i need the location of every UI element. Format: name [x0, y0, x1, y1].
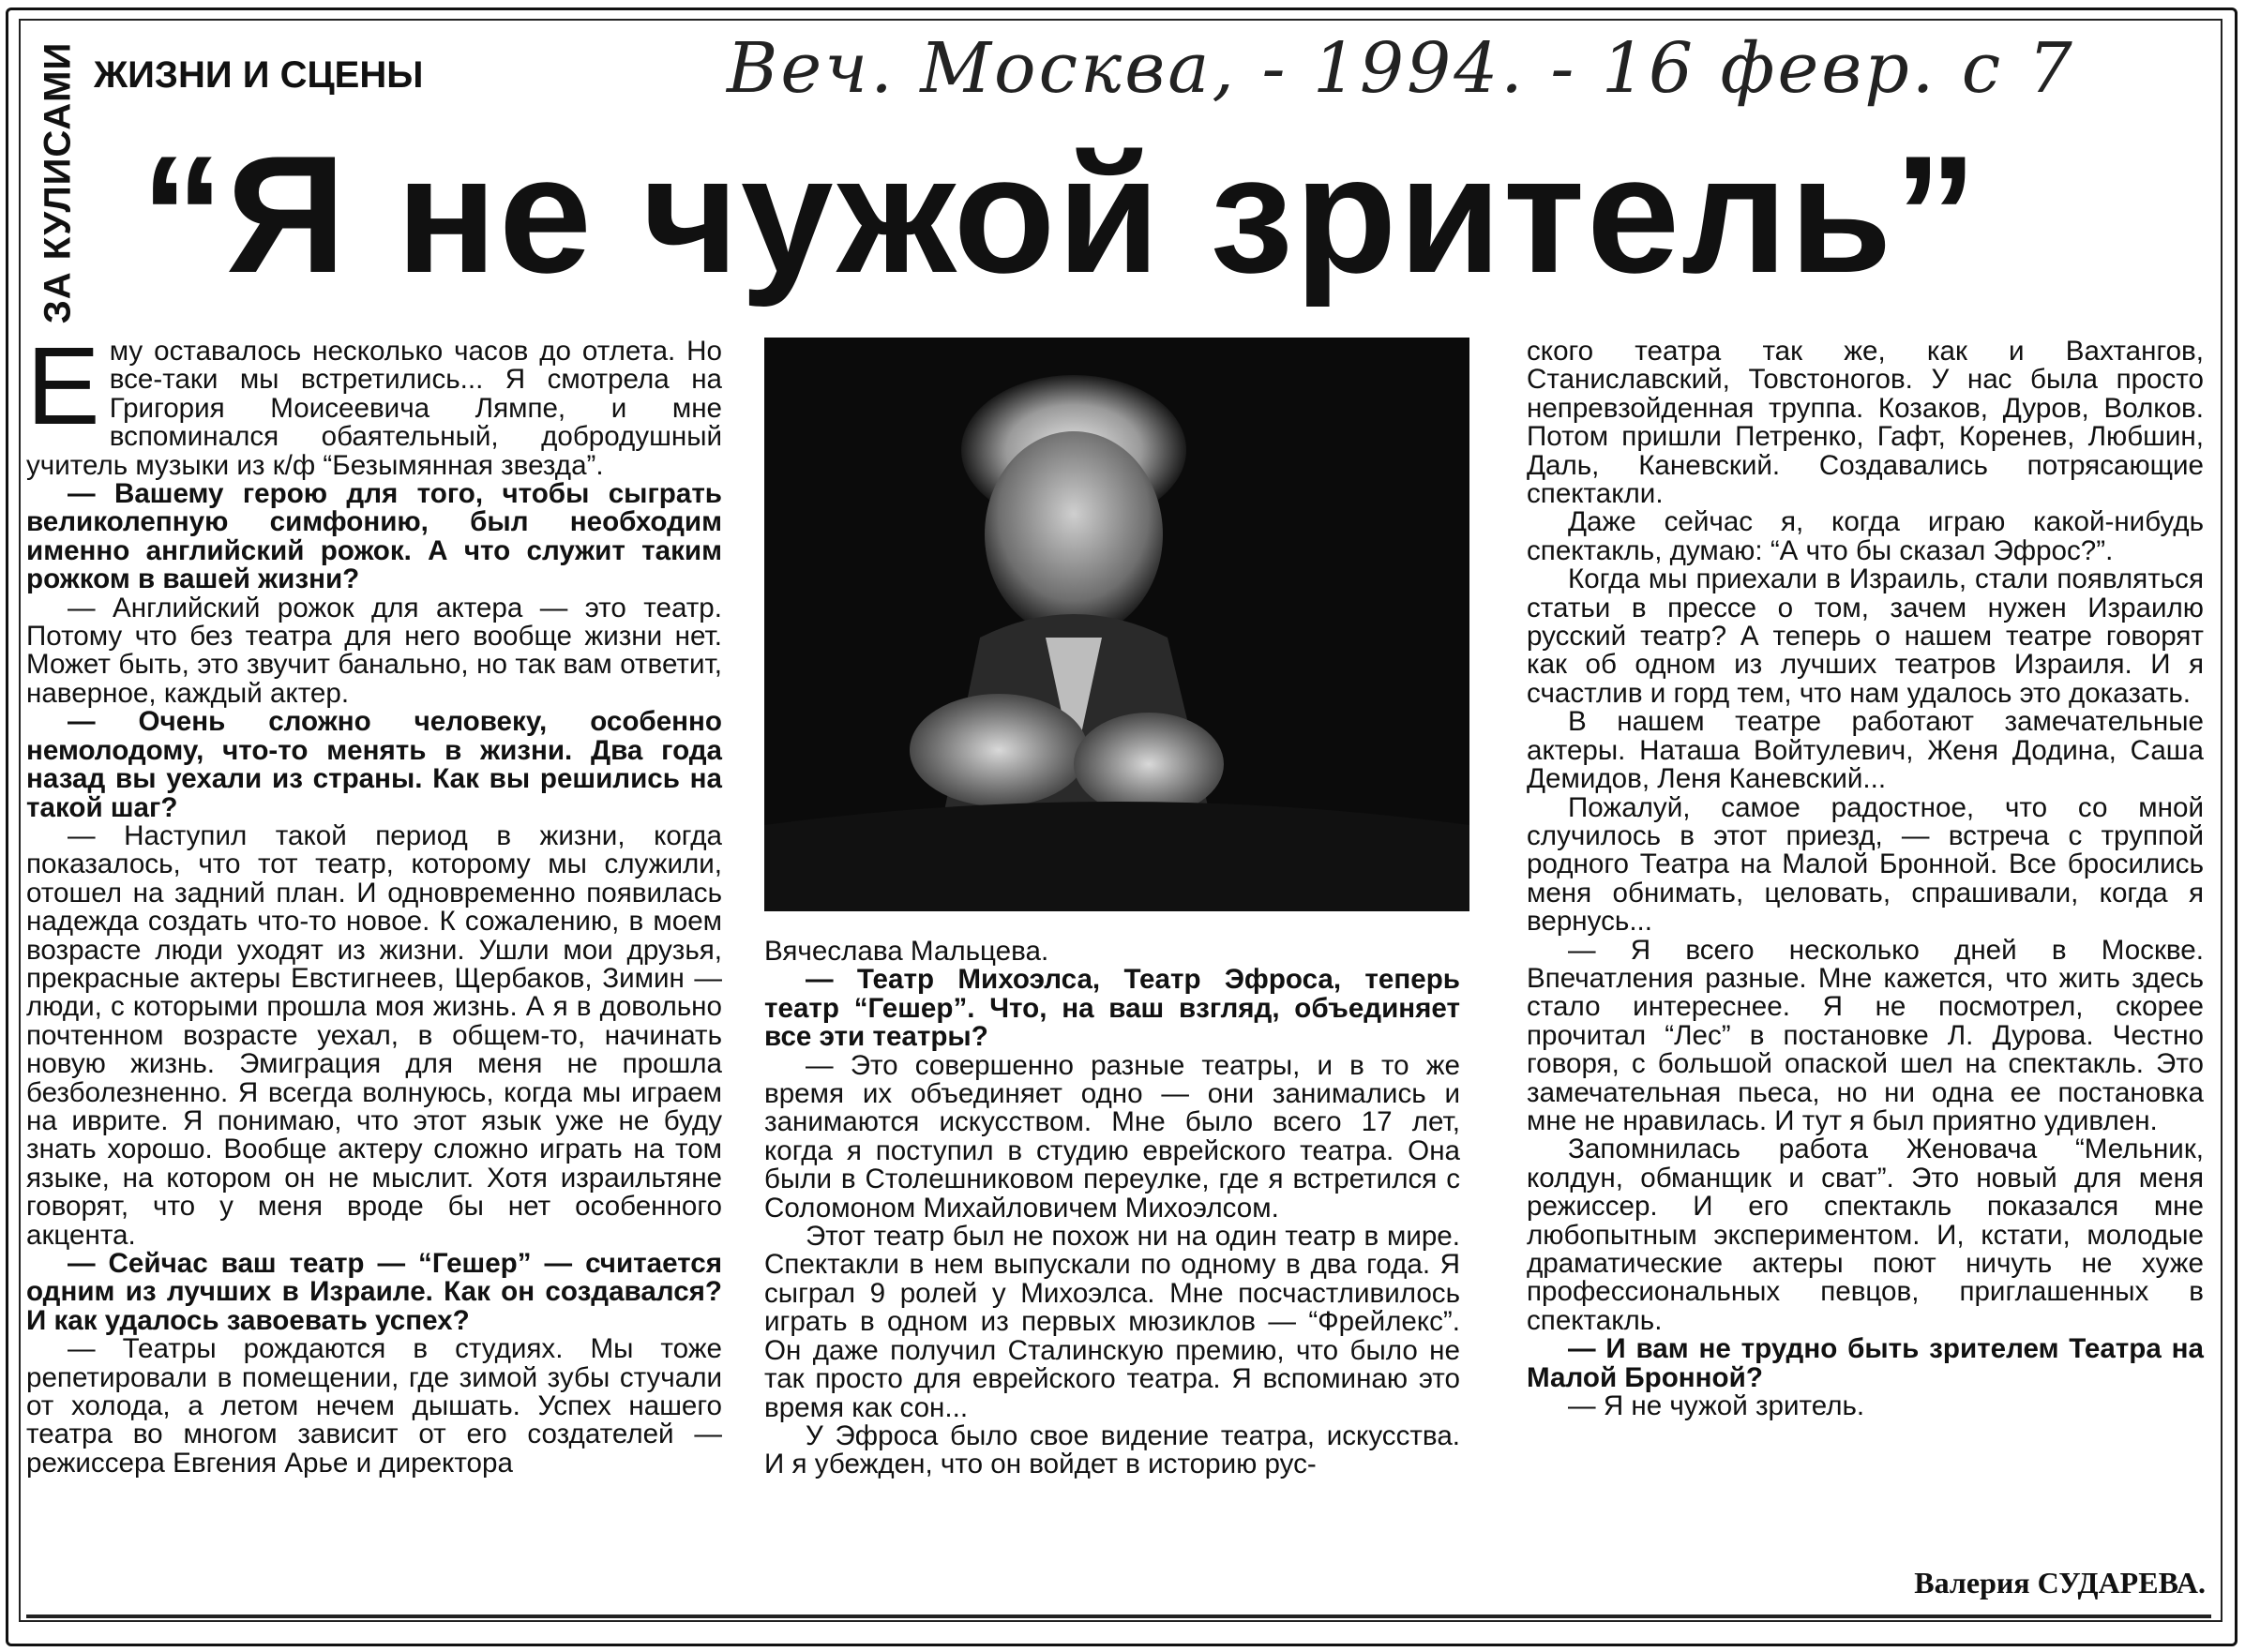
answer-final: — Я не чужой зритель. — [1568, 1390, 1865, 1422]
question-2: — Очень сложно человеку, особенно немолодому, что-то менять в жизни. Два года назад вы уехали из страны. Как вы решились на такой шаг? — [26, 706, 722, 823]
answer-4d: ского театра так же, как и Вахтангов, Станиславский, Товстоногов. У нас была просто непревзойденная труппа. Козаков, Дуров, Волков. Потом пришли Петренко, Гафт, Коренев, Любшин, Даль, Каневский. Создавались потрясающие спектакли. — [1527, 336, 2204, 510]
column-1 — [26, 324, 722, 1479]
lead-text: му оставалось несколько часов до отлета. Но все-таки мы встретились... Я смотрела на Григория Моисеевича Лямпе, и мне вспоминался обаятельный, добродушный учитель музыки из к/ф “Безымянная звезда”. — [26, 336, 722, 481]
question-4: — Театр Михоэлса, Театр Эфроса, теперь театр “Гешер”. Что, на ваш взгляд, объединяет все эти театры? — [764, 964, 1460, 1053]
lead-paragraph — [26, 324, 722, 481]
article-headline: “Я не чужой зритель” — [141, 121, 1980, 308]
column-3 — [1527, 338, 2204, 1420]
vertical-rubric-text: ЗА КУЛИСАМИ — [37, 41, 79, 324]
vertical-rubric — [30, 28, 86, 338]
answer-4f: Когда мы приехали в Израиль, стали появляться статьи в прессе о том, зачем нужен Израилю русский театр? А теперь о нашем театре говорят как об одном из лучших театров Израиля. И я счастлив и горд тем, что нам удалось это доказать. — [1527, 563, 2204, 709]
answer-4c: У Эфроса было свое видение театра, искусства. И я убежден, что он войдет в историю рус- — [764, 1419, 1460, 1480]
answer-4b: Этот театр был не похож ни на один театр в мире. Спектакли в нем выпускали по одному в два года. Я сыграл 9 ролей у Михоэлса. Мне посчастливилось играть в одном из первых мюзиклов — “Фрейлекс”. Он даже получил Сталинскую премию, что было не так просто для еврейского театра. Я вспоминаю это время как сон... — [764, 1221, 1460, 1423]
question-1: — Вашему герою для того, чтобы сыграть великолепную симфонию, был необходим именно английский рожок. А что служит таким рожком в вашей жизни? — [26, 478, 722, 595]
photo-image — [764, 338, 1469, 911]
drop-cap: Е — [26, 324, 100, 448]
answer-4h: Пожалуй, самое радостное, что со мной случилось в этот приезд, — встреча с труппой родного Театра на Малой Бронной. Все бросились меня обнимать, целовать, спрашивали, когда я вернусь... — [1527, 791, 2204, 938]
column-2 — [764, 938, 1460, 1479]
author-byline: Валерия СУДАРЕВА. — [1914, 1566, 2206, 1599]
handwritten-source-note: Веч. Москва, - 1994. - 16 февр. с 7 — [727, 28, 2075, 109]
answer-5b: Запомнилась работа Женовача “Мельник, колдун, обманщик и сват”. Это новый для меня режиссер. И его спектакль показался мне любопытным экспериментом. И, кстати, молодые драматические актеры поют ничуть не хуже профессиональных певцов, приглашенных в спектакль. — [1527, 1134, 2204, 1336]
actor-photo — [764, 338, 1469, 911]
bottom-rule — [26, 1614, 2211, 1618]
answer-4e: Даже сейчас я, когда играю какой-нибудь спектакль, думаю: “А что бы сказал Эфрос?”. — [1527, 506, 2204, 566]
question-3: — Сейчас ваш театр — “Гешер” — считается одним из лучших в Израиле. Как он создавался? И как удалось завоевать успех? — [26, 1248, 722, 1336]
answer-4g: В нашем театре работают замечательные актеры. Наташа Войтулевич, Женя Додина, Саша Демидов, Леня Каневский... — [1527, 706, 2204, 795]
question-final: — И вам не трудно быть зрителем Театра на Малой Бронной? — [1527, 1333, 2204, 1393]
answer-3: — Театры рождаются в студиях. Мы тоже репетировали в помещении, где зимой зубы стучали от холода, а летом нечем дышать. Успех нашего театра во многом зависит от его создателей — режиссера Евгения Арье и директора — [26, 1333, 722, 1479]
photo-caption: Вячеслава Мальцева. — [764, 936, 1049, 967]
answer-5: — Я всего несколько дней в Москве. Впечатления разные. Мне кажется, что жить здесь стало интереснее. Я не посмотрел, скорее прочитал “Лес” в постановке Л. Дурова. Честно говоря, с большой опаской шел на спектакль. Это замечательная пьеса, но ни одна ее постановка мне не нравилась. И тут я был приятно удивлен. — [1527, 934, 2204, 1136]
answer-4: — Это совершенно разные театры, и в то же время их объединяет одно — они занимались и занимаются искусством. Мне было всего 17 лет, когда я поступил в студию еврейского театра. Она были в Столешниковом переулке, где я встретился с Соломоном Михайловичем Михоэлсом. — [764, 1049, 1460, 1224]
answer-1: — Английский рожок для актера — это театр. Потому что без театра для него вообще жизни нет. Может быть, это звучит банально, но так вам ответит, наверное, каждый актер. — [26, 592, 722, 709]
answer-2: — Наступил такой период в жизни, когда показалось, что тот театр, которому мы служили, отошел на задний план. И одновременно появилась надежда создать что-то новое. К сожалению, в моем возрасте люди уходят из жизни. Ушли мои друзья, прекрасные актеры Евстигнеев, Щербаков, Зимин — люди, с которыми прошла моя жизнь. А я в довольно почтенном возрасте уехал, в общем-то, начинать новую жизнь. Эмиграция для меня не прошла безболезненно. Я всегда волнуюсь, когда мы играем на иврите. Я понимаю, что этот язык уже не буду знать хорошо. Вообще актеру сложно играть на том языке, на котором он не мыслит. Хотя израильтяне говорят, что у меня вроде бы нет особенного акцента. — [26, 819, 722, 1251]
section-rubric: ЖИЗНИ И СЦЕНЫ — [94, 54, 424, 96]
